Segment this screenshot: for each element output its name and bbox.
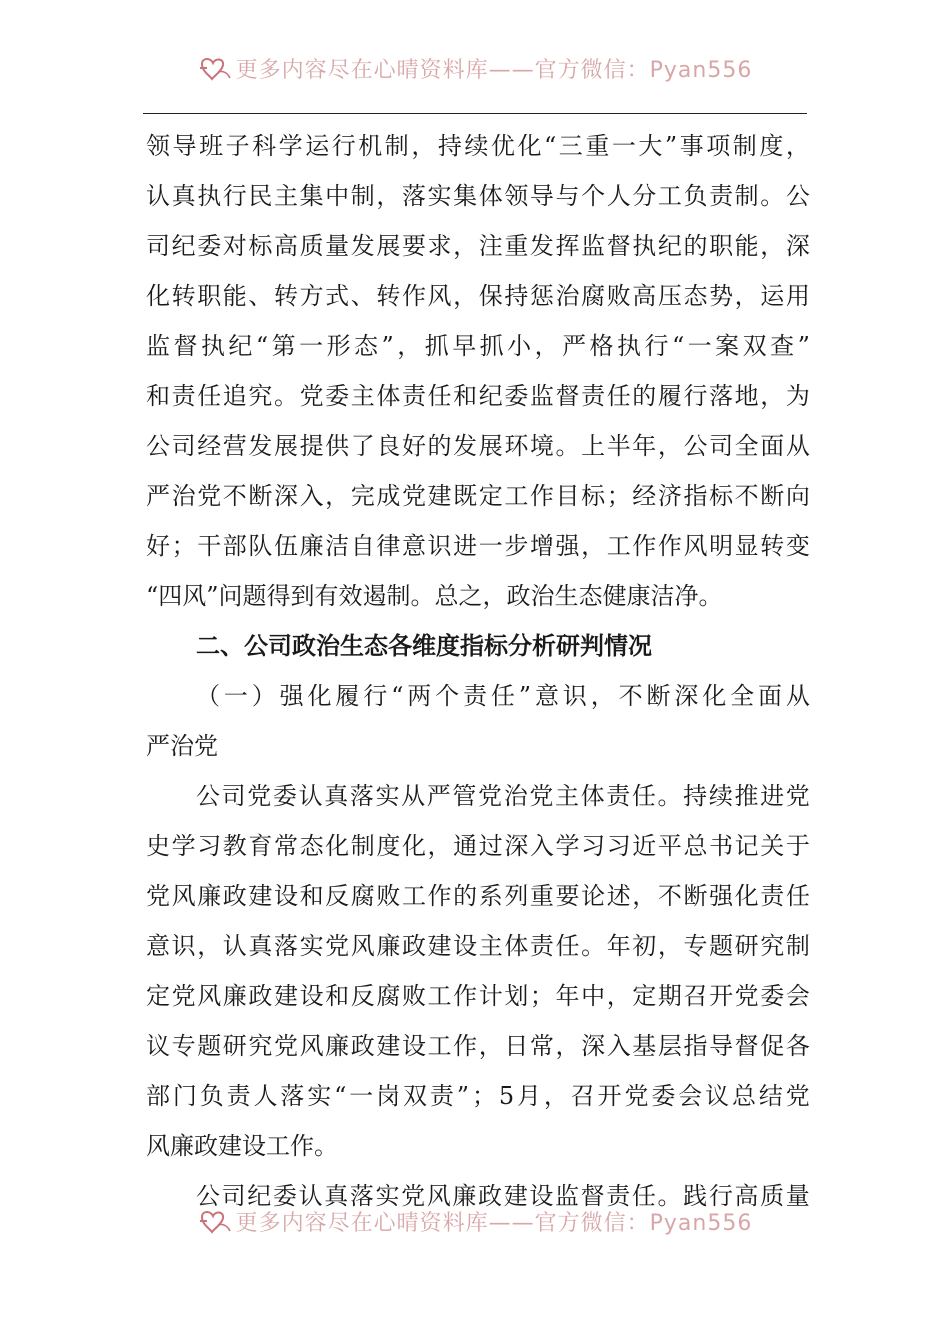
text-line: 领 导 班 子 科 学 运 行 机 制 ， 持 续 优 化 “ 三 重 一 大 ” 事 项 制 度 ，: [146, 132, 810, 160]
text-line: 好 ； 干 部 队 伍 廉 洁 自 律 意 识 进 一 步 增 强 ， 工 作 作 风 明 显 转 变: [146, 532, 810, 560]
text-line: 公 司 纪 委 认 真 落 实 党 风 廉 政 建 设 监 督 责 任 。 践 行 高 质 量: [196, 1182, 810, 1210]
text-line: 认 真 执 行 民 主 集 中 制 ， 落 实 集 体 领 导 与 个 人 分 工 负 责 制 。 公: [146, 182, 810, 210]
text-line: 监 督 执 纪 “ 第 一 形 态 ” ， 抓 早 抓 小 ， 严 格 执 行 “ 一 案 双 查 ”: [146, 332, 810, 360]
text-line: 二、公司政治生态各维度指标分析研判情况: [196, 632, 652, 660]
text-line: 公 司 党 委 认 真 落 实 从 严 管 党 治 党 主 体 责 任 。 持 续 推 进 党: [196, 782, 810, 810]
text-line: 公 司 经 营 发 展 提 供 了 良 好 的 发 展 环 境 。 上 半 年 ， 公 司 全 面 从: [146, 432, 810, 460]
text-line: 司 纪 委 对 标 高 质 量 发 展 要 求 ， 注 重 发 挥 监 督 执 纪 的 职 能 ， 深: [146, 232, 810, 260]
text-line: 和 责 任 追 究 。 党 委 主 体 责 任 和 纪 委 监 督 责 任 的 履 行 落 地 ， 为: [146, 382, 810, 410]
text-line: 意 识 ， 认 真 落 实 党 风 廉 政 建 设 主 体 责 任 。 年 初 ， 专 题 研 究 制: [146, 932, 810, 960]
text-line: 定 党 风 廉 政 建 设 和 反 腐 败 工 作 计 划 ； 年 中 ， 定 期 召 开 党 委 会: [146, 982, 810, 1010]
text-line: （ 一 ） 强 化 履 行 “ 两 个 责 任 ” 意 识 ， 不 断 深 化 全 面 从: [196, 682, 810, 710]
watermark-header: [0, 50, 950, 86]
text-line: 史 学 习 教 育 常 态 化 制 度 化 ， 通 过 深 入 学 习 习 近 平 总 书 记 关 于: [146, 832, 810, 860]
document-body: [146, 121, 810, 1221]
text-line: 严治党: [146, 732, 218, 760]
watermark-text: 更多内容尽在心晴资料库——官方微信：Pyan556: [235, 1210, 753, 1236]
heart-leaf-logo-icon: [198, 54, 232, 82]
text-line: 化 转 职 能 、 转 方 式 、 转 作 风 ， 保 持 惩 治 腐 败 高 压 态 势 ， 运 用: [146, 282, 810, 310]
text-line: 风廉政建设工作。: [146, 1132, 338, 1160]
watermark-footer: [0, 1203, 950, 1239]
heart-leaf-logo-icon: [198, 1207, 232, 1235]
header-divider: [143, 113, 807, 114]
text-line: 部 门 负 责 人 落 实 “ 一 岗 双 责 ” ； 5 月 ， 召 开 党 委 会 议 总 结 党: [146, 1082, 810, 1110]
text-line: 议 专 题 研 究 党 风 廉 政 建 设 工 作 ， 日 常 ， 深 入 基 层 指 导 督 促 各: [146, 1032, 810, 1060]
watermark-text: 更多内容尽在心晴资料库——官方微信：Pyan556: [235, 57, 753, 83]
text-line: 严 治 党 不 断 深 入 ， 完 成 党 建 既 定 工 作 目 标 ； 经 济 指 标 不 断 向: [146, 482, 810, 510]
text-line: “四风”问题得到有效遏制。总之，政治生态健康洁净。: [146, 582, 723, 610]
text-line: 党 风 廉 政 建 设 和 反 腐 败 工 作 的 系 列 重 要 论 述 ， 不 断 强 化 责 任: [146, 882, 810, 910]
